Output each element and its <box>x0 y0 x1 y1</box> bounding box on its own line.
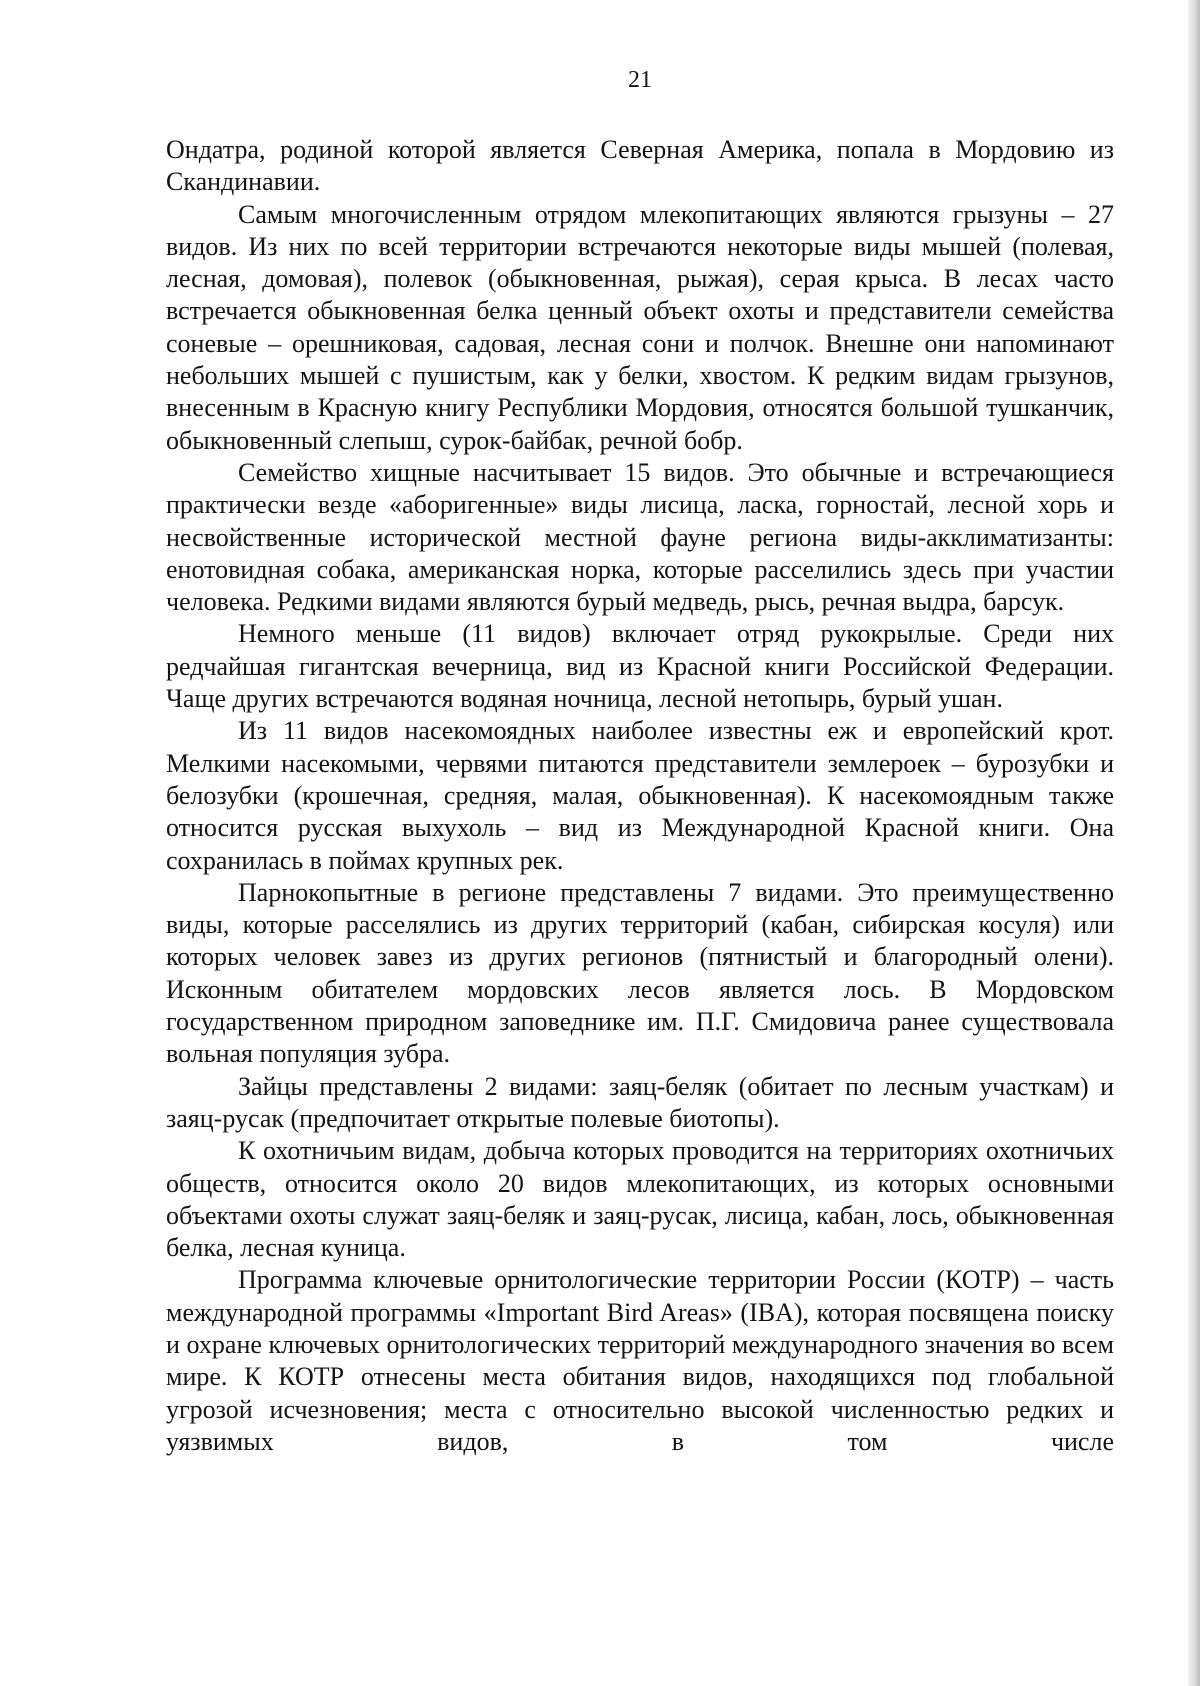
body-text <box>166 134 1114 1458</box>
paragraph: Из 11 видов насекомоядных наиболее известны еж и европейский крот. Мелкими насекомыми, червями питаются представители землероек – бурозубки и белозубки (крошечная, средняя, малая, обыкновенная). К насекомоядным также относится русская выхухоль – вид из Международной Красной книги. Она сохранилась в поймах крупных рек. <box>166 716 1114 875</box>
page-number: 21 <box>628 67 652 93</box>
paragraph: Семейство хищные насчитывает 15 видов. Это обычные и встречающиеся практически везде «аборигенные» виды лисица, ласка, горностай, лесной хорь и несвойственные исторической местной фауне региона виды-акклиматизанты: енотовидная собака, американская норка, которые расселились здесь при участии человека. Редкими видами являются бурый медведь, рысь, речная выдра, барсук. <box>166 457 1114 617</box>
paragraph: Ондатра, родиной которой является Северная Америка, попала в Мордовию из Скандинавии. <box>166 135 1114 197</box>
scan-edge-shadow <box>1188 0 1200 1686</box>
paragraph: Зайцы представлены 2 видами: заяц-беляк (обитает по лесным участкам) и заяц-русак (предпочитает открытые полевые биотопы). <box>166 1071 1114 1133</box>
paragraph: Программа ключевые орнитологические территории России (КОТР) – часть международной программы «Important Bird Areas» (IBA), которая посвящена поиску и охране ключевых орнитологических территорий международного значения во всем мире. К КОТР отнесены места обитания видов, находящихся под глобальной угрозой исчезновения; места с относительно высокой численностью редких и уязвимых видов, в том числе <box>166 1265 1114 1456</box>
paragraph: Немного меньше (11 видов) включает отряд рукокрылые. Среди них редчайшая гигантская вечерница, вид из Красной книги Российской Федерации. Чаще других встречаются водяная ночница, лесной нетопырь, бурый ушан. <box>166 619 1114 714</box>
paragraph: Самым многочисленным отрядом млекопитающих являются грызуны – 27 видов. Из них по всей территории встречаются некоторые виды мышей (полевая, лесная, домовая), полевок (обыкновенная, рыжая), серая крыса. В лесах часто встречается обыкновенная белка ценный объект охоты и представители семейства соневые – орешниковая, садовая, лесная сони и полчок. Внешне они напоминают небольших мышей с пушистым, как у белки, хвостом. К редким видам грызунов, внесенным в Красную книгу Республики Мордовия, относятся большой тушканчик, обыкновенный слепыш, сурок-байбак, речной бобр. <box>166 199 1114 455</box>
paragraph: Парнокопытные в регионе представлены 7 видами. Это преимущественно виды, которые расселялись из других территорий (кабан, сибирская косуля) или которых человек завез из других регионов (пятнистый и благородный олени). Исконным обитателем мордовских лесов является лось. В Мордовском государственном природном заповеднике им. П.Г. Смидовича ранее существовала вольная популяция зубра. <box>166 877 1114 1069</box>
paragraph: К охотничьим видам, добыча которых проводится на территориях охотничьих обществ, относится около 20 видов млекопитающих, из которых основными объектами охоты служат заяц-беляк и заяц-русак, лисица, кабан, лось, обыкновенная белка, лесная куница. <box>166 1136 1114 1263</box>
